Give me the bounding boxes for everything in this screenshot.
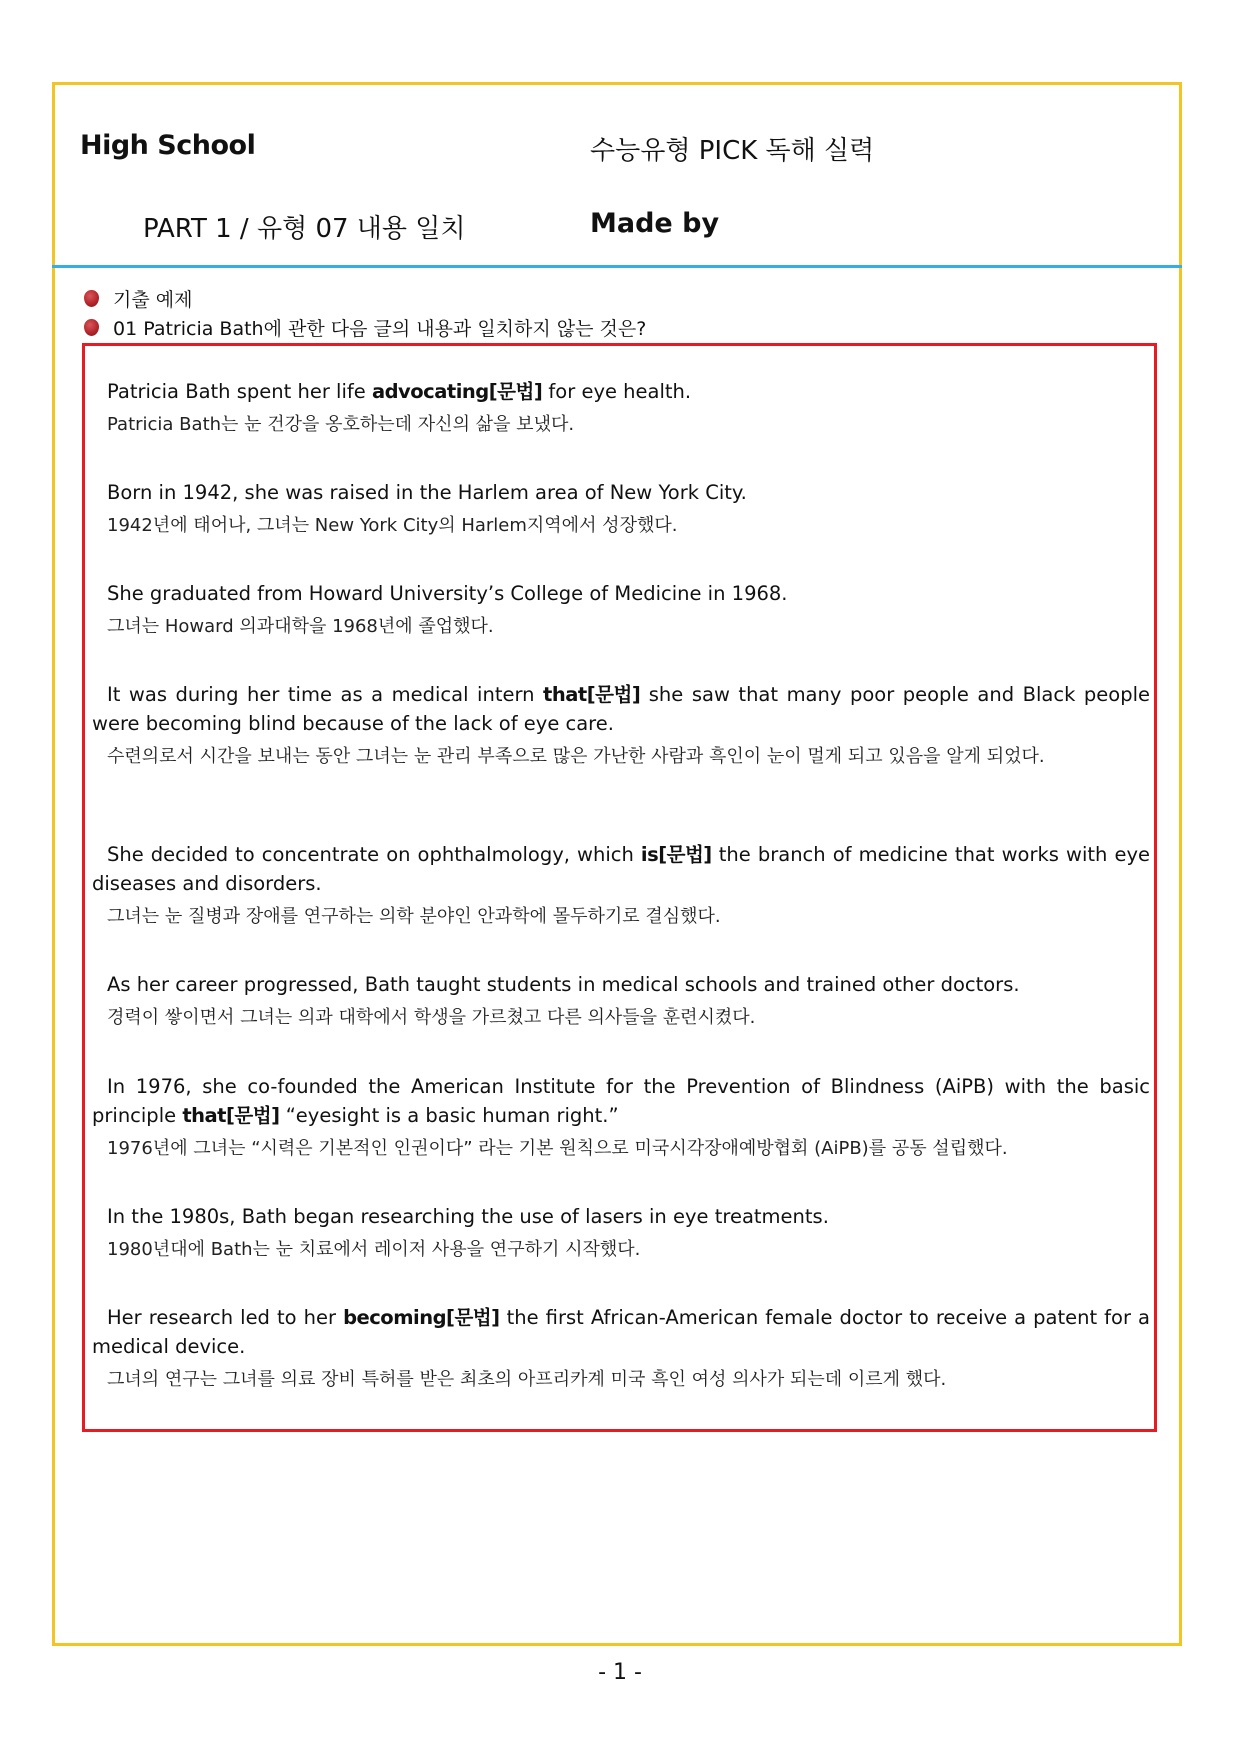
passage-paragraph bbox=[92, 1202, 1150, 1264]
korean-translation: 1942년에 태어나, 그녀는 New York City의 Harlem지역에서 성장했다. bbox=[107, 515, 678, 536]
english-sentence: She graduated from Howard University’s College of Medicine in 1968. bbox=[107, 582, 788, 605]
passage-paragraph bbox=[92, 840, 1150, 931]
passage-paragraph bbox=[92, 579, 1150, 641]
section-label: 기출 예제 bbox=[113, 289, 193, 311]
english-sentence: It was during her time as a medical intern that[문법] she saw that many poor people and Black people were becoming blind because of the lack of eye care. bbox=[92, 683, 1151, 735]
passage-paragraph bbox=[92, 1072, 1150, 1163]
grammar-mark: becoming[문법] bbox=[343, 1306, 500, 1329]
korean-translation: 경력이 쌓이면서 그녀는 의과 대학에서 학생을 가르쳤고 다른 의사들을 훈련시켰다. bbox=[107, 1007, 756, 1028]
question-text: 01 Patricia Bath에 관한 다음 글의 내용과 일치하지 않는 것은? bbox=[113, 318, 647, 340]
passage-paragraph bbox=[92, 478, 1150, 540]
grammar-mark: is[문법] bbox=[640, 843, 712, 866]
passage-paragraph bbox=[92, 377, 1150, 439]
passage-paragraph bbox=[92, 680, 1150, 771]
english-sentence: She decided to concentrate on ophthalmology, which is[문법] the branch of medicine that works with eye diseases and disorders. bbox=[92, 843, 1150, 895]
korean-translation: 그녀는 Howard 의과대학을 1968년에 졸업했다. bbox=[107, 616, 494, 637]
part-title: PART 1 / 유형 07 내용 일치 bbox=[143, 214, 466, 244]
english-sentence: As her career progressed, Bath taught students in medical schools and trained other doctors. bbox=[107, 973, 1020, 996]
korean-translation: 수련의로서 시간을 보내는 동안 그녀는 눈 관리 부족으로 많은 가난한 사람과 흑인이 눈이 멀게 되고 있음을 알게 되었다. bbox=[107, 746, 1045, 767]
grammar-mark: that[문법] bbox=[182, 1104, 280, 1127]
red-bullet-icon bbox=[84, 319, 99, 336]
made-by-label: Made by bbox=[590, 208, 720, 239]
english-sentence: Her research led to her becoming[문법] the first African-American female doctor to receive a patent for a medical device. bbox=[92, 1306, 1150, 1358]
section-label-row bbox=[84, 285, 192, 312]
korean-translation: 1980년대에 Bath는 눈 치료에서 레이저 사용을 연구하기 시작했다. bbox=[107, 1239, 641, 1260]
english-sentence: In 1976, she co-founded the American Institute for the Prevention of Blindness (AiPB) with the basic principle that[문법] “eyesight is a basic human right.” bbox=[92, 1075, 1150, 1127]
page-number: - 1 - bbox=[598, 1660, 642, 1685]
korean-translation: 그녀의 연구는 그녀를 의료 장비 특허를 받은 최초의 아프리카계 미국 흑인 여성 의사가 되는데 이르게 했다. bbox=[107, 1369, 947, 1390]
english-sentence: Born in 1942, she was raised in the Harlem area of New York City. bbox=[107, 481, 747, 504]
header-divider bbox=[52, 265, 1182, 268]
question-row bbox=[84, 314, 646, 341]
passage-paragraph bbox=[92, 1303, 1150, 1394]
grammar-mark: advocating[문법] bbox=[371, 380, 543, 403]
red-bullet-icon bbox=[84, 290, 99, 307]
passage-paragraph bbox=[92, 970, 1150, 1032]
grammar-mark: that[문법] bbox=[543, 683, 641, 706]
level-label: High School bbox=[80, 130, 256, 161]
english-sentence: In the 1980s, Bath began researching the use of lasers in eye treatments. bbox=[107, 1205, 829, 1228]
korean-translation: 그녀는 눈 질병과 장애를 연구하는 의학 분야인 안과학에 몰두하기로 결심했다. bbox=[107, 906, 721, 927]
korean-translation: 1976년에 그녀는 “시력은 기본적인 인권이다” 라는 기본 원칙으로 미국시각장애예방협회 (AiPB)를 공동 설립했다. bbox=[107, 1138, 1008, 1159]
english-sentence: Patricia Bath spent her life advocating[문법] for eye health. bbox=[107, 380, 692, 403]
book-title: 수능유형 PICK 독해 실력 bbox=[590, 136, 875, 166]
korean-translation: Patricia Bath는 눈 건강을 옹호하는데 자신의 삶을 보냈다. bbox=[107, 414, 575, 435]
